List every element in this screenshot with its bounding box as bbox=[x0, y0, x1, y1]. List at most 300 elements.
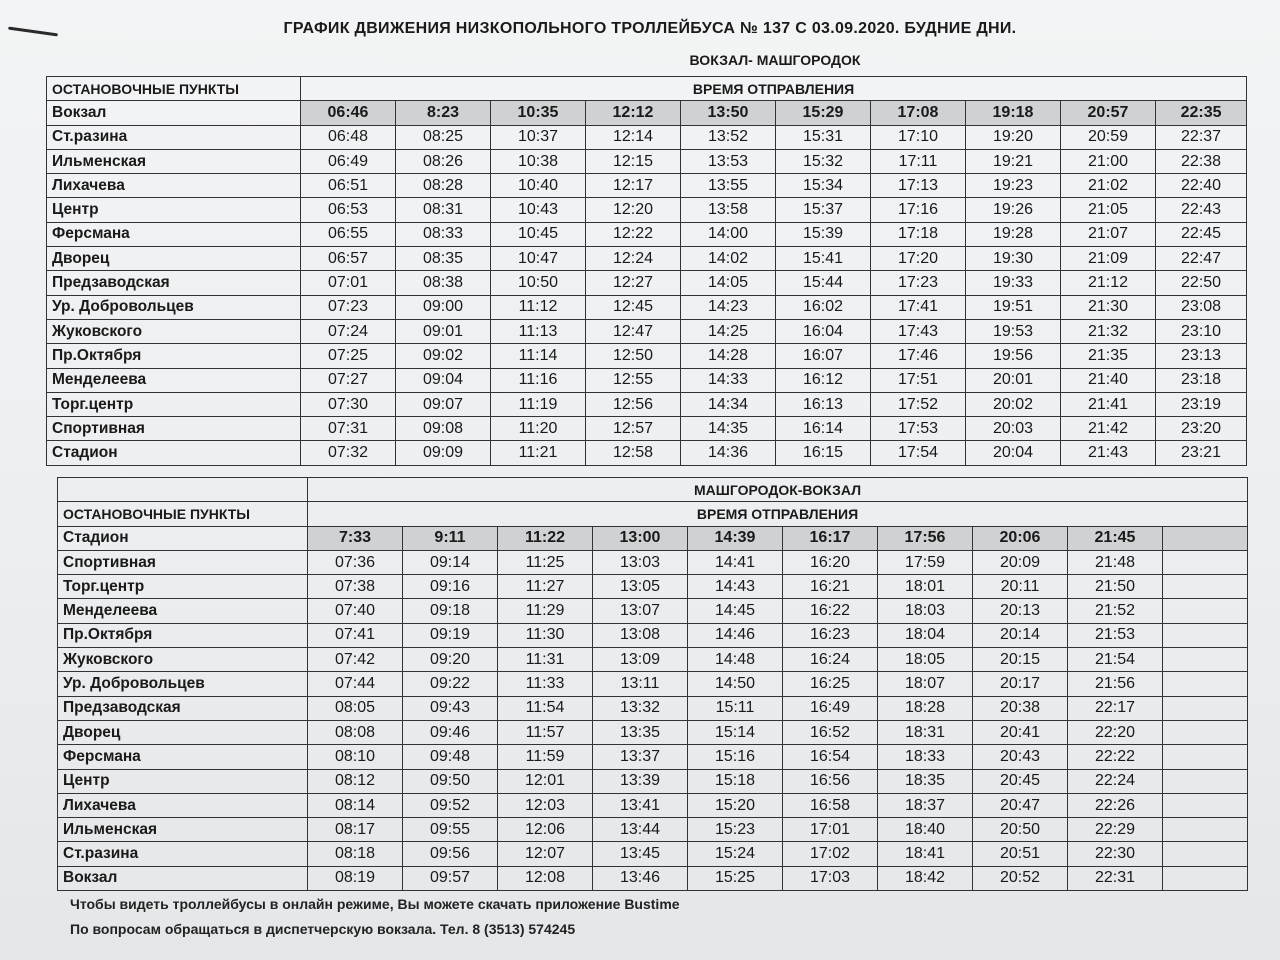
departure-time: 12:58 bbox=[586, 441, 681, 465]
stop-row bbox=[58, 866, 1248, 890]
departure-time: 20:52 bbox=[973, 866, 1068, 890]
departure-time: 18:40 bbox=[878, 818, 973, 842]
stop-name: Спортивная bbox=[47, 417, 301, 441]
departure-time: 20:02 bbox=[966, 392, 1061, 416]
departure-time: 08:14 bbox=[308, 793, 403, 817]
departure-time: 22:20 bbox=[1068, 720, 1163, 744]
route-title-return: МАШГОРОДОК-ВОКЗАЛ bbox=[308, 478, 1248, 502]
departure-time: 23:10 bbox=[1156, 319, 1247, 343]
departure-time: 17:52 bbox=[871, 392, 966, 416]
departure-time: 16:02 bbox=[776, 295, 871, 319]
departure-time: 08:26 bbox=[396, 149, 491, 173]
departure-time: 12:06 bbox=[498, 818, 593, 842]
departure-time: 16:15 bbox=[776, 441, 871, 465]
departure-time: 17:43 bbox=[871, 319, 966, 343]
departure-time: 10:40 bbox=[491, 174, 586, 198]
departure-time: 09:00 bbox=[396, 295, 491, 319]
departure-time: 22:37 bbox=[1156, 125, 1247, 149]
departure-time: 08:19 bbox=[308, 866, 403, 890]
departure-time: 07:38 bbox=[308, 575, 403, 599]
departure-time: 21:54 bbox=[1068, 648, 1163, 672]
departure-time: 08:08 bbox=[308, 720, 403, 744]
stop-row bbox=[47, 319, 1247, 343]
departure-time: 09:19 bbox=[403, 623, 498, 647]
departure-time: 15:14 bbox=[688, 720, 783, 744]
departure-time: 07:30 bbox=[301, 392, 396, 416]
departure-time: 17:53 bbox=[871, 417, 966, 441]
departure-time: 12:22 bbox=[586, 222, 681, 246]
departure-time: 07:42 bbox=[308, 648, 403, 672]
departure-time: 19:18 bbox=[966, 101, 1061, 125]
departure-time: 16:22 bbox=[783, 599, 878, 623]
departure-time: 06:49 bbox=[301, 149, 396, 173]
departure-time: 11:57 bbox=[498, 720, 593, 744]
timetable-return bbox=[57, 477, 1248, 891]
departure-time: 21:53 bbox=[1068, 623, 1163, 647]
departure-time: 14:39 bbox=[688, 526, 783, 550]
departure-time: 21:42 bbox=[1061, 417, 1156, 441]
stop-name: Дворец bbox=[58, 720, 308, 744]
departure-time: 12:57 bbox=[586, 417, 681, 441]
departure-time: 08:17 bbox=[308, 818, 403, 842]
departure-time bbox=[1163, 550, 1248, 574]
stop-name: Стадион bbox=[58, 526, 308, 550]
stop-row bbox=[58, 550, 1248, 574]
departure-time: 12:27 bbox=[586, 271, 681, 295]
departure-time: 22:40 bbox=[1156, 174, 1247, 198]
stop-name: Предзаводская bbox=[47, 271, 301, 295]
departure-time: 06:55 bbox=[301, 222, 396, 246]
departure-time: 18:03 bbox=[878, 599, 973, 623]
stop-row bbox=[47, 368, 1247, 392]
departure-time: 09:20 bbox=[403, 648, 498, 672]
departure-time: 21:00 bbox=[1061, 149, 1156, 173]
departure-time: 21:56 bbox=[1068, 672, 1163, 696]
departure-time: 22:35 bbox=[1156, 101, 1247, 125]
departure-time: 17:11 bbox=[871, 149, 966, 173]
departure-time: 12:03 bbox=[498, 793, 593, 817]
departure-time: 15:16 bbox=[688, 745, 783, 769]
departure-time: 20:47 bbox=[973, 793, 1068, 817]
departure-time: 22:29 bbox=[1068, 818, 1163, 842]
departure-time: 21:48 bbox=[1068, 550, 1163, 574]
departure-time: 12:07 bbox=[498, 842, 593, 866]
departure-time: 11:29 bbox=[498, 599, 593, 623]
departure-time: 13:58 bbox=[681, 198, 776, 222]
departure-time: 20:59 bbox=[1061, 125, 1156, 149]
stop-name: Центр bbox=[58, 769, 308, 793]
departure-time: 14:36 bbox=[681, 441, 776, 465]
departure-time: 07:24 bbox=[301, 319, 396, 343]
departure-time: 07:01 bbox=[301, 271, 396, 295]
stop-row bbox=[58, 793, 1248, 817]
departure-time: 22:17 bbox=[1068, 696, 1163, 720]
departure-time: 08:18 bbox=[308, 842, 403, 866]
stop-name: Ильменская bbox=[47, 149, 301, 173]
departure-time: 08:35 bbox=[396, 247, 491, 271]
departure-time: 08:25 bbox=[396, 125, 491, 149]
departure-time: 12:50 bbox=[586, 344, 681, 368]
departure-time: 07:31 bbox=[301, 417, 396, 441]
departure-time: 14:45 bbox=[688, 599, 783, 623]
departure-time: 10:45 bbox=[491, 222, 586, 246]
departure-time: 13:41 bbox=[593, 793, 688, 817]
departure-time: 09:16 bbox=[403, 575, 498, 599]
departure-time: 16:04 bbox=[776, 319, 871, 343]
departure-time: 11:20 bbox=[491, 417, 586, 441]
stop-row bbox=[58, 575, 1248, 599]
departure-time: 09:18 bbox=[403, 599, 498, 623]
departure-time: 18:05 bbox=[878, 648, 973, 672]
departure-time: 23:08 bbox=[1156, 295, 1247, 319]
departure-time: 07:44 bbox=[308, 672, 403, 696]
stop-row bbox=[58, 648, 1248, 672]
stop-name: Центр bbox=[47, 198, 301, 222]
departure-time: 18:42 bbox=[878, 866, 973, 890]
departure-time: 13:11 bbox=[593, 672, 688, 696]
departure-time: 13:35 bbox=[593, 720, 688, 744]
departure-time: 18:07 bbox=[878, 672, 973, 696]
departure-time: 11:21 bbox=[491, 441, 586, 465]
departure-time: 22:26 bbox=[1068, 793, 1163, 817]
stop-row bbox=[58, 745, 1248, 769]
departure-time: 10:35 bbox=[491, 101, 586, 125]
departure-time: 12:15 bbox=[586, 149, 681, 173]
departure-time: 13:50 bbox=[681, 101, 776, 125]
departure-time: 12:20 bbox=[586, 198, 681, 222]
departure-time: 11:54 bbox=[498, 696, 593, 720]
departure-time: 20:45 bbox=[973, 769, 1068, 793]
departure-time: 09:55 bbox=[403, 818, 498, 842]
departure-time: 14:23 bbox=[681, 295, 776, 319]
departure-time: 16:52 bbox=[783, 720, 878, 744]
stop-name: Ферсмана bbox=[47, 222, 301, 246]
departure-time: 11:22 bbox=[498, 526, 593, 550]
departure-time: 22:50 bbox=[1156, 271, 1247, 295]
stop-name: Лихачева bbox=[58, 793, 308, 817]
departure-time: 8:23 bbox=[396, 101, 491, 125]
departure-time: 06:51 bbox=[301, 174, 396, 198]
departure-time: 15:29 bbox=[776, 101, 871, 125]
departure-time: 13:32 bbox=[593, 696, 688, 720]
departure-time: 16:56 bbox=[783, 769, 878, 793]
departure-time bbox=[1163, 745, 1248, 769]
departure-time: 09:46 bbox=[403, 720, 498, 744]
stop-row bbox=[47, 174, 1247, 198]
departure-time: 15:20 bbox=[688, 793, 783, 817]
departure-time: 16:20 bbox=[783, 550, 878, 574]
departure-time: 22:43 bbox=[1156, 198, 1247, 222]
stop-row bbox=[47, 344, 1247, 368]
departure-time: 15:41 bbox=[776, 247, 871, 271]
stop-name: Менделеева bbox=[47, 368, 301, 392]
departure-time: 23:18 bbox=[1156, 368, 1247, 392]
stop-name: Спортивная bbox=[58, 550, 308, 574]
stop-row bbox=[47, 222, 1247, 246]
departure-time: 09:09 bbox=[396, 441, 491, 465]
departure-time: 16:58 bbox=[783, 793, 878, 817]
stop-row bbox=[47, 125, 1247, 149]
departure-time: 20:51 bbox=[973, 842, 1068, 866]
stop-row bbox=[58, 623, 1248, 647]
stop-name: Ферсмана bbox=[58, 745, 308, 769]
departure-time: 17:59 bbox=[878, 550, 973, 574]
departure-time bbox=[1163, 866, 1248, 890]
departure-time: 17:54 bbox=[871, 441, 966, 465]
departure-time: 20:50 bbox=[973, 818, 1068, 842]
departure-time: 23:13 bbox=[1156, 344, 1247, 368]
departure-time: 10:37 bbox=[491, 125, 586, 149]
departure-time: 15:44 bbox=[776, 271, 871, 295]
departure-time bbox=[1163, 842, 1248, 866]
departure-time: 11:59 bbox=[498, 745, 593, 769]
departure-time: 08:28 bbox=[396, 174, 491, 198]
departure-time: 21:12 bbox=[1061, 271, 1156, 295]
departure-time: 18:33 bbox=[878, 745, 973, 769]
departure-time: 20:14 bbox=[973, 623, 1068, 647]
departure-time: 22:24 bbox=[1068, 769, 1163, 793]
stop-name: Менделеева bbox=[58, 599, 308, 623]
departure-row bbox=[58, 526, 1248, 550]
stop-name: Вокзал bbox=[58, 866, 308, 890]
departure-time: 09:52 bbox=[403, 793, 498, 817]
departure-time bbox=[1163, 720, 1248, 744]
departure-time: 17:01 bbox=[783, 818, 878, 842]
departure-time: 19:53 bbox=[966, 319, 1061, 343]
departure-time: 16:17 bbox=[783, 526, 878, 550]
departure-time: 12:08 bbox=[498, 866, 593, 890]
departure-time: 06:57 bbox=[301, 247, 396, 271]
header-row bbox=[58, 502, 1248, 526]
departure-time bbox=[1163, 526, 1248, 550]
stop-row bbox=[47, 295, 1247, 319]
departure-time: 17:41 bbox=[871, 295, 966, 319]
departure-time: 21:45 bbox=[1068, 526, 1163, 550]
departure-time: 16:23 bbox=[783, 623, 878, 647]
departure-time: 13:08 bbox=[593, 623, 688, 647]
departure-header: ВРЕМЯ ОТПРАВЛЕНИЯ bbox=[308, 502, 1248, 526]
departure-time: 09:14 bbox=[403, 550, 498, 574]
departure-time: 09:07 bbox=[396, 392, 491, 416]
departure-time: 12:55 bbox=[586, 368, 681, 392]
departure-time: 14:00 bbox=[681, 222, 776, 246]
departure-time: 23:21 bbox=[1156, 441, 1247, 465]
stop-name: Торг.центр bbox=[47, 392, 301, 416]
departure-time: 22:45 bbox=[1156, 222, 1247, 246]
departure-time: 22:22 bbox=[1068, 745, 1163, 769]
departure-time: 06:53 bbox=[301, 198, 396, 222]
departure-time: 17:23 bbox=[871, 271, 966, 295]
departure-time: 12:47 bbox=[586, 319, 681, 343]
departure-time: 13:52 bbox=[681, 125, 776, 149]
departure-time: 14:43 bbox=[688, 575, 783, 599]
stop-row bbox=[58, 696, 1248, 720]
stop-name: Ст.разина bbox=[47, 125, 301, 149]
stop-name: Вокзал bbox=[47, 101, 301, 125]
departure-time: 17:18 bbox=[871, 222, 966, 246]
departure-time bbox=[1163, 769, 1248, 793]
departure-time: 22:47 bbox=[1156, 247, 1247, 271]
departure-time: 20:09 bbox=[973, 550, 1068, 574]
departure-time: 19:51 bbox=[966, 295, 1061, 319]
departure-time: 09:56 bbox=[403, 842, 498, 866]
departure-time: 11:12 bbox=[491, 295, 586, 319]
departure-time: 14:28 bbox=[681, 344, 776, 368]
departure-time: 08:31 bbox=[396, 198, 491, 222]
departure-time: 20:15 bbox=[973, 648, 1068, 672]
departure-time: 10:38 bbox=[491, 149, 586, 173]
departure-time: 20:41 bbox=[973, 720, 1068, 744]
departure-time: 07:25 bbox=[301, 344, 396, 368]
route-spacer bbox=[58, 478, 308, 502]
departure-time: 14:05 bbox=[681, 271, 776, 295]
departure-time: 18:04 bbox=[878, 623, 973, 647]
departure-time: 16:12 bbox=[776, 368, 871, 392]
stop-name: Торг.центр bbox=[58, 575, 308, 599]
departure-time: 14:33 bbox=[681, 368, 776, 392]
route-title-outbound: ВОКЗАЛ- МАШГОРОДОК bbox=[689, 52, 861, 68]
departure-time: 21:02 bbox=[1061, 174, 1156, 198]
departure-time: 11:19 bbox=[491, 392, 586, 416]
departure-time: 21:40 bbox=[1061, 368, 1156, 392]
departure-time: 20:38 bbox=[973, 696, 1068, 720]
departure-time: 13:55 bbox=[681, 174, 776, 198]
departure-time: 20:04 bbox=[966, 441, 1061, 465]
departure-time: 17:02 bbox=[783, 842, 878, 866]
departure-time: 09:48 bbox=[403, 745, 498, 769]
departure-time: 12:12 bbox=[586, 101, 681, 125]
departure-time: 08:33 bbox=[396, 222, 491, 246]
departure-time: 07:32 bbox=[301, 441, 396, 465]
departure-time: 14:34 bbox=[681, 392, 776, 416]
departure-header: ВРЕМЯ ОТПРАВЛЕНИЯ bbox=[301, 77, 1247, 101]
departure-time bbox=[1163, 818, 1248, 842]
page-title: ГРАФИК ДВИЖЕНИЯ НИЗКОПОЛЬНОГО ТРОЛЛЕЙБУСА № 137 С 03.09.2020. БУДНИЕ ДНИ. bbox=[283, 20, 1017, 37]
departure-time: 11:33 bbox=[498, 672, 593, 696]
stop-name: Ильменская bbox=[58, 818, 308, 842]
departure-time: 19:26 bbox=[966, 198, 1061, 222]
stop-row bbox=[58, 769, 1248, 793]
departure-time: 13:09 bbox=[593, 648, 688, 672]
departure-time: 08:10 bbox=[308, 745, 403, 769]
departure-time: 09:50 bbox=[403, 769, 498, 793]
stop-row bbox=[47, 198, 1247, 222]
departure-time: 9:11 bbox=[403, 526, 498, 550]
departure-time: 17:46 bbox=[871, 344, 966, 368]
stop-row bbox=[47, 247, 1247, 271]
departure-time: 13:45 bbox=[593, 842, 688, 866]
departure-time: 18:35 bbox=[878, 769, 973, 793]
departure-time: 06:46 bbox=[301, 101, 396, 125]
stop-row bbox=[58, 720, 1248, 744]
footer-contact: По вопросам обращаться в диспетчерскую вокзала. Тел. 8 (3513) 574245 bbox=[70, 921, 576, 937]
departure-time: 07:36 bbox=[308, 550, 403, 574]
departure-time: 13:07 bbox=[593, 599, 688, 623]
departure-time: 14:41 bbox=[688, 550, 783, 574]
departure-time: 17:20 bbox=[871, 247, 966, 271]
departure-time: 18:31 bbox=[878, 720, 973, 744]
departure-time: 18:01 bbox=[878, 575, 973, 599]
departure-time: 13:46 bbox=[593, 866, 688, 890]
departure-time: 06:48 bbox=[301, 125, 396, 149]
departure-time: 15:24 bbox=[688, 842, 783, 866]
departure-time: 17:56 bbox=[878, 526, 973, 550]
departure-time: 17:16 bbox=[871, 198, 966, 222]
departure-time bbox=[1163, 599, 1248, 623]
departure-time: 09:57 bbox=[403, 866, 498, 890]
departure-time: 17:08 bbox=[871, 101, 966, 125]
departure-time: 19:23 bbox=[966, 174, 1061, 198]
departure-time: 20:57 bbox=[1061, 101, 1156, 125]
departure-time: 16:25 bbox=[783, 672, 878, 696]
departure-time: 12:01 bbox=[498, 769, 593, 793]
departure-time: 23:20 bbox=[1156, 417, 1247, 441]
stop-row bbox=[47, 271, 1247, 295]
departure-time: 16:49 bbox=[783, 696, 878, 720]
departure-time: 07:23 bbox=[301, 295, 396, 319]
departure-time: 17:10 bbox=[871, 125, 966, 149]
departure-time: 21:52 bbox=[1068, 599, 1163, 623]
departure-time: 15:39 bbox=[776, 222, 871, 246]
departure-time: 12:45 bbox=[586, 295, 681, 319]
departure-time: 14:35 bbox=[681, 417, 776, 441]
stop-name: Предзаводская bbox=[58, 696, 308, 720]
departure-time: 15:32 bbox=[776, 149, 871, 173]
departure-time: 14:50 bbox=[688, 672, 783, 696]
departure-time: 19:33 bbox=[966, 271, 1061, 295]
departure-time: 09:01 bbox=[396, 319, 491, 343]
departure-time: 09:02 bbox=[396, 344, 491, 368]
departure-time: 21:50 bbox=[1068, 575, 1163, 599]
stops-header: ОСТАНОВОЧНЫЕ ПУНКТЫ bbox=[58, 502, 308, 526]
departure-time: 22:31 bbox=[1068, 866, 1163, 890]
departure-time: 11:27 bbox=[498, 575, 593, 599]
departure-time bbox=[1163, 793, 1248, 817]
departure-time: 09:43 bbox=[403, 696, 498, 720]
departure-time: 23:19 bbox=[1156, 392, 1247, 416]
stop-row bbox=[47, 417, 1247, 441]
departure-time: 21:32 bbox=[1061, 319, 1156, 343]
departure-time: 16:13 bbox=[776, 392, 871, 416]
stop-name: Лихачева bbox=[47, 174, 301, 198]
departure-time: 07:40 bbox=[308, 599, 403, 623]
departure-time: 20:03 bbox=[966, 417, 1061, 441]
stop-name: Жуковского bbox=[47, 319, 301, 343]
departure-time: 20:17 bbox=[973, 672, 1068, 696]
departure-time bbox=[1163, 623, 1248, 647]
departure-time: 20:11 bbox=[973, 575, 1068, 599]
departure-time: 20:06 bbox=[973, 526, 1068, 550]
departure-time: 13:53 bbox=[681, 149, 776, 173]
departure-time: 15:11 bbox=[688, 696, 783, 720]
departure-time: 21:07 bbox=[1061, 222, 1156, 246]
stop-row bbox=[58, 818, 1248, 842]
departure-time: 22:38 bbox=[1156, 149, 1247, 173]
departure-time: 20:43 bbox=[973, 745, 1068, 769]
departure-time: 14:02 bbox=[681, 247, 776, 271]
departure-time: 21:43 bbox=[1061, 441, 1156, 465]
departure-time: 19:20 bbox=[966, 125, 1061, 149]
departure-time: 21:35 bbox=[1061, 344, 1156, 368]
departure-time: 17:03 bbox=[783, 866, 878, 890]
header-row bbox=[47, 77, 1247, 101]
departure-time: 22:30 bbox=[1068, 842, 1163, 866]
stop-name: Стадион bbox=[47, 441, 301, 465]
stop-row bbox=[58, 842, 1248, 866]
departure-time: 10:47 bbox=[491, 247, 586, 271]
departure-time: 11:13 bbox=[491, 319, 586, 343]
departure-time: 18:28 bbox=[878, 696, 973, 720]
